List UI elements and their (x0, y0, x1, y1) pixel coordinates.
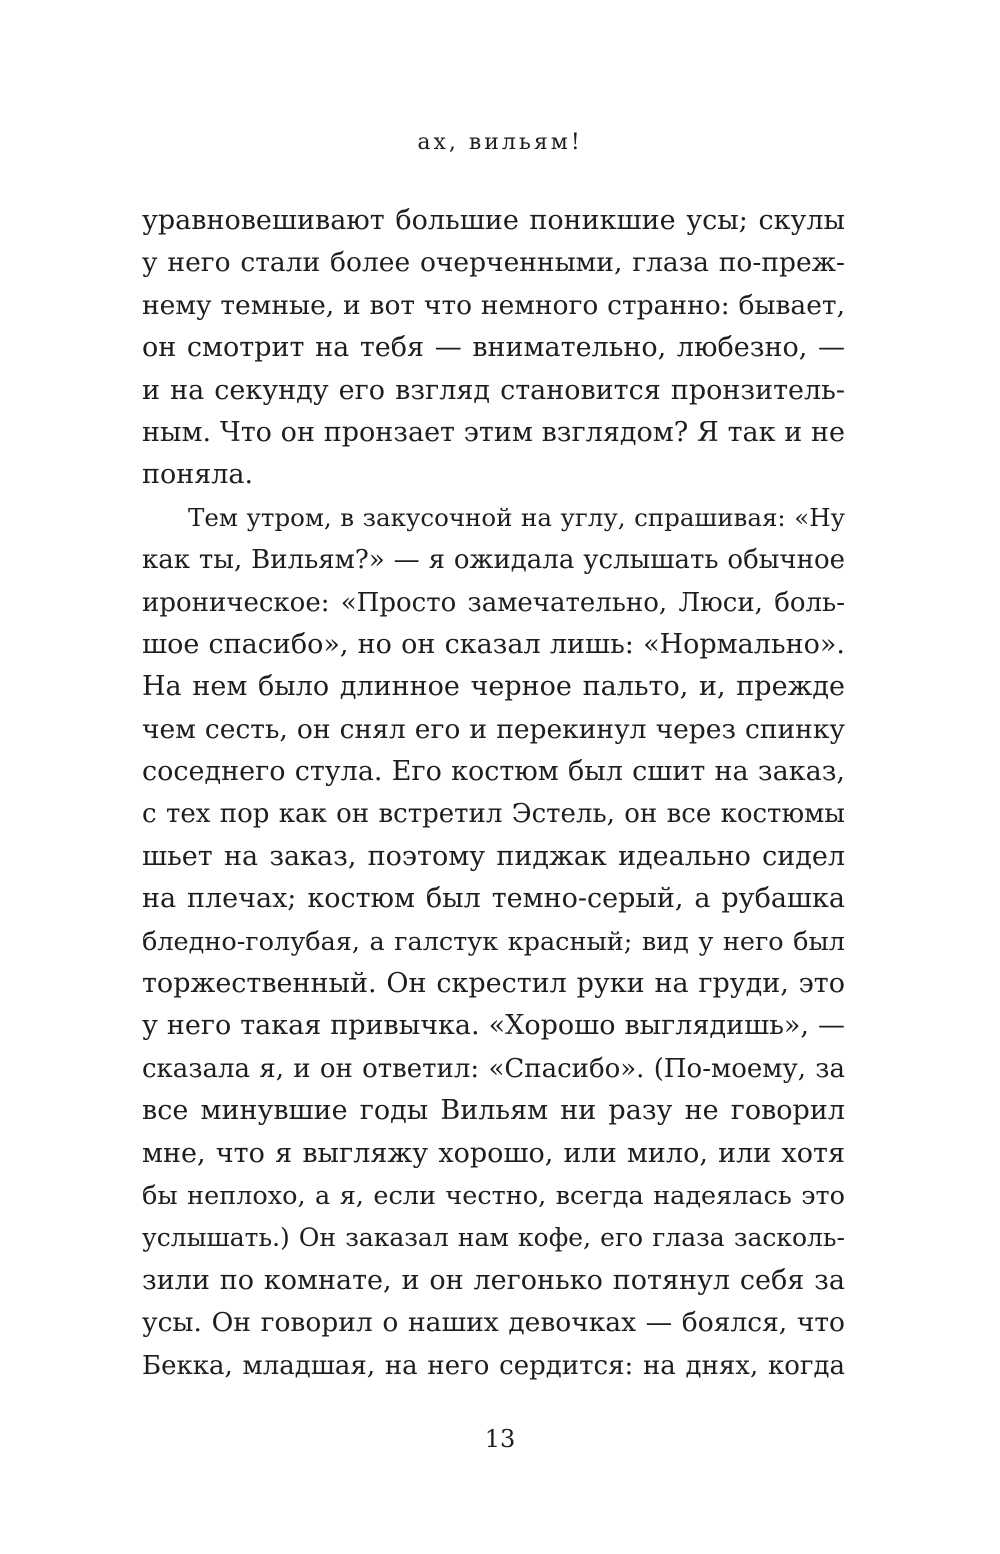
text-line: Тем утром, в закусочной на углу, спрашивая: «Ну (188, 502, 845, 532)
text-line: ироническое: «Просто замечательно, Люси, боль- (142, 587, 845, 618)
text-line: и на секунду его взгляд становится пронзитель- (142, 374, 845, 406)
text-line: сказала я, и он ответил: «Спасибо». (По-моему, за (142, 1053, 845, 1084)
text-line: с тех пор как он встретил Эстель, он все костюмы (142, 799, 845, 830)
text-line: шьет на заказ, поэтому пиджак идеально сидел (142, 840, 845, 872)
text-line: На нем было длинное черное пальто, и, прежде (142, 671, 845, 703)
text-line: мне, что я выгляжу хорошо, или мило, или хотя (142, 1137, 845, 1169)
text-line: усы. Он говорил о наших девочках — боялся, что (142, 1307, 845, 1339)
text-line: нему темные, и вот что немного странно: бывает, (142, 289, 845, 321)
text-line: уравновешивают большие поникшие усы; скулы (142, 205, 845, 236)
text-line: на плечах; костюм был темно-серый, а рубашка (142, 883, 845, 915)
page-number: 13 (484, 1425, 516, 1453)
text-line: шое спасибо», но он сказал лишь: «Нормально». (142, 628, 845, 660)
text-line: ным. Что он пронзает этим взглядом? Я так и не (142, 416, 845, 448)
text-line: у него такая привычка. «Хорошо выглядишь», — (142, 1010, 845, 1042)
text-line: бы неплохо, а я, если честно, всегда надеялась это (142, 1180, 845, 1211)
body-text (142, 200, 845, 1387)
text-line: бледно-голубая, а галстук красный; вид у него был (142, 926, 845, 957)
text-line: Бекка, младшая, на него сердится: на днях, когда (142, 1350, 845, 1381)
text-line: у него стали более очерченными, глаза по-преж- (142, 247, 845, 279)
text-line: все минувшие годы Вильям ни разу не говорил (142, 1095, 845, 1127)
text-line: соседнего стула. Его костюм был сшит на заказ, (142, 756, 845, 788)
text-line: он смотрит на тебя — внимательно, любезно, — (142, 332, 845, 364)
text-line: как ты, Вильям?» — я ожидала услышать обычное (142, 545, 845, 576)
running-header: ах, вильям! (417, 130, 583, 155)
text-line: чем сесть, он снял его и перекинул через спинку (142, 713, 845, 745)
text-line: зили по комнате, и он легонько потянул себя за (142, 1264, 845, 1296)
text-line: торжественный. Он скрестил руки на груди, это (142, 968, 845, 1000)
text-line: услышать.) Он заказал нам кофе, его глаза засколь- (142, 1223, 845, 1253)
text-line: поняла. (142, 459, 254, 491)
